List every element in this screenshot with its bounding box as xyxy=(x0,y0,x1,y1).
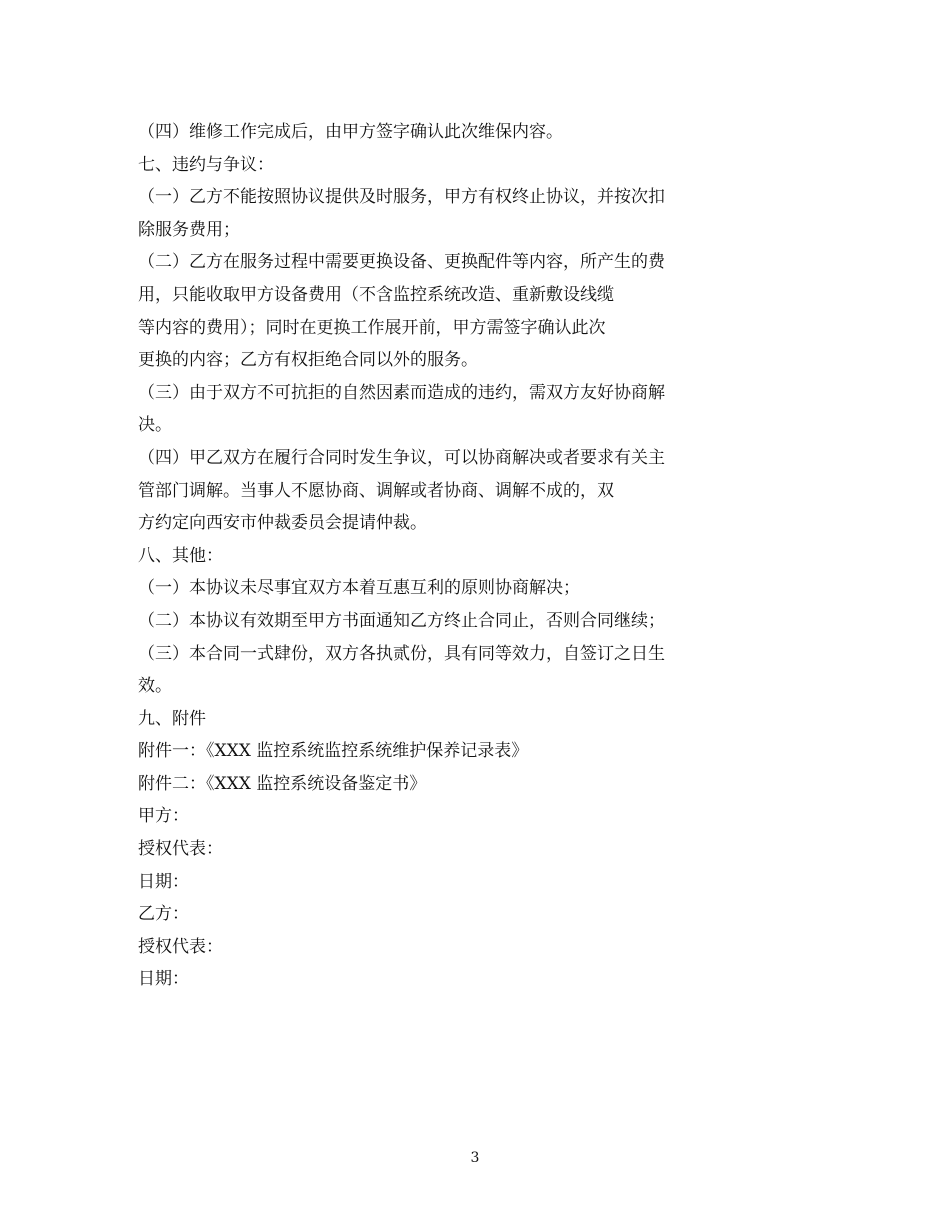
attachment-1: 附件一：《XXX 监控系统监控系统维护保养记录表》 xyxy=(138,741,529,762)
clause-8-3-line-2: 效。 xyxy=(138,676,172,697)
clause-7-4-line-3: 方约定向西安市仲裁委员会提请仲裁。 xyxy=(138,513,427,534)
section-8-heading: 八、其他： xyxy=(138,545,223,566)
attachment-2: 附件二：《XXX 监控系统设备鉴定书》 xyxy=(138,773,427,794)
clause-7-4-line-1: （四）甲乙双方在履行合同时发生争议，可以协商解决或者要求有关主 xyxy=(138,447,665,468)
clause-7-2-line-4: 更换的内容；乙方有权拒绝合同以外的服务。 xyxy=(138,350,478,371)
clause-7-2-line-1: （二）乙方在服务过程中需要更换设备、更换配件等内容，所产生的费 xyxy=(138,252,665,273)
section-7-heading: 七、违约与争议： xyxy=(138,154,274,175)
party-b-representative-label: 授权代表： xyxy=(138,936,223,957)
clause-8-1: （一）本协议未尽事宜双方本着互惠互利的原则协商解决； xyxy=(138,578,580,599)
party-b-date-label: 日期： xyxy=(138,969,189,990)
page-number: 3 xyxy=(470,1150,480,1166)
clause-4-repair-confirmation: （四）维修工作完成后，由甲方签字确认此次维保内容。 xyxy=(138,122,563,142)
clause-7-1-line-1: （一）乙方不能按照协议提供及时服务，甲方有权终止协议，并按次扣 xyxy=(138,187,665,208)
clause-7-2-line-3: 等内容的费用）；同时在更换工作展开前，甲方需签字确认此次 xyxy=(138,317,606,338)
section-9-heading: 九、附件 xyxy=(138,708,206,729)
document-body xyxy=(138,116,738,996)
party-a-date-label: 日期： xyxy=(138,871,189,892)
party-a-label: 甲方： xyxy=(138,806,189,827)
clause-8-2: （二）本协议有效期至甲方书面通知乙方终止合同止，否则合同继续； xyxy=(138,610,665,631)
clause-7-1-line-2: 除服务费用； xyxy=(138,219,240,240)
party-a-representative-label: 授权代表： xyxy=(138,839,223,860)
clause-7-3-line-2: 决。 xyxy=(138,415,172,436)
clause-7-3-line-1: （三）由于双方不可抗拒的自然因素而造成的违约，需双方友好协商解 xyxy=(138,382,665,403)
clause-7-2-line-2: 用，只能收取甲方设备费用（不含监控系统改造、重新敷设线缆 xyxy=(138,284,614,305)
clause-7-4-line-2: 管部门调解。当事人不愿协商、调解或者协商、调解不成的，双 xyxy=(138,480,614,501)
clause-8-3-line-1: （三）本合同一式肆份，双方各执贰份，具有同等效力，自签订之日生 xyxy=(138,643,665,664)
party-b-label: 乙方： xyxy=(138,904,189,925)
